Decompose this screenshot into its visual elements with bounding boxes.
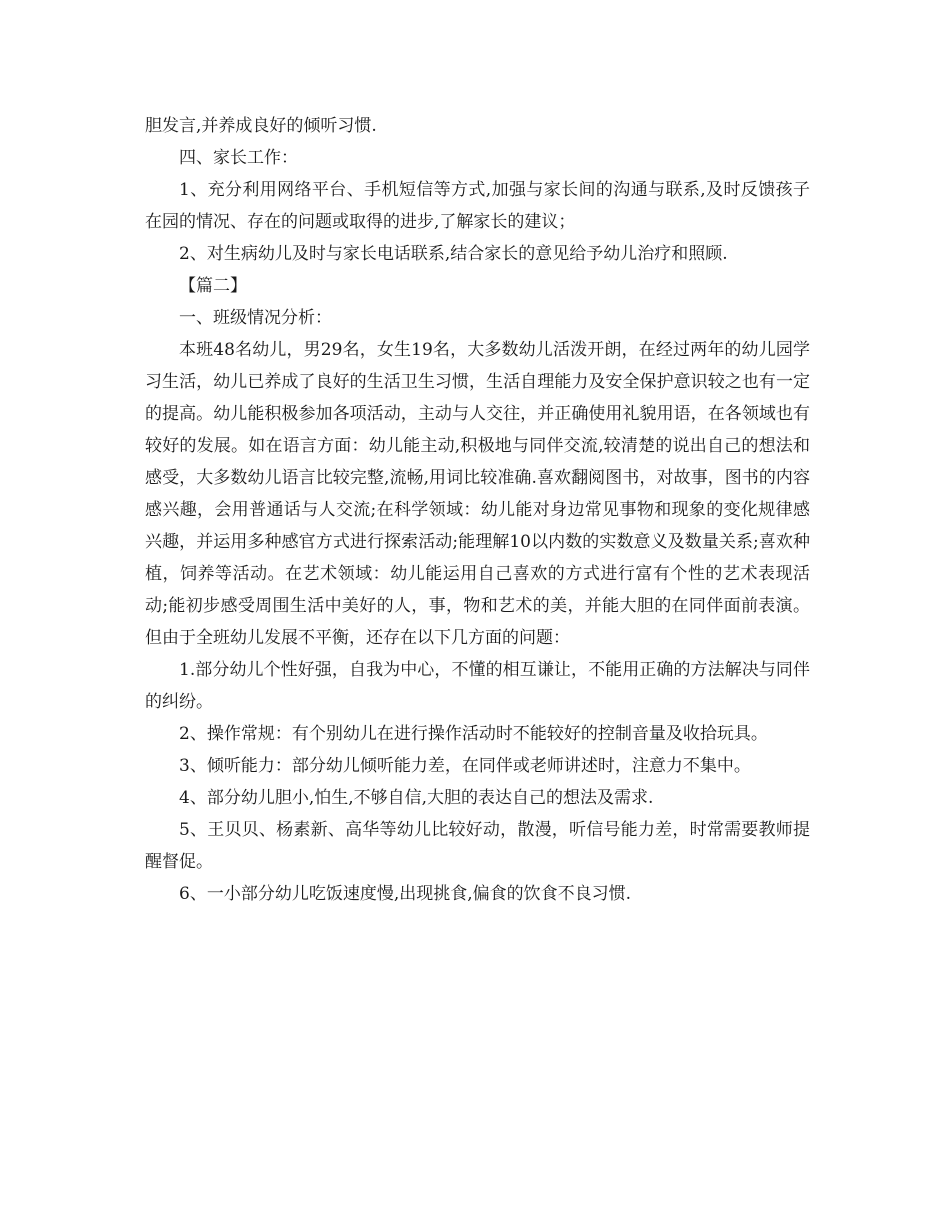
list-item-problem-6: 6、一小部分幼儿吃饭速度慢,出现挑食,偏食的饮食不良习惯. — [179, 884, 632, 904]
paragraph-class-analysis: 本班48名幼儿，男29名，女生19名，大多数幼儿活泼开朗，在经过两年的幼儿园学习生活，幼儿已养成了良好的生活卫生习惯，生活自理能力及安全保护意识较之也有一定的提高。幼儿能积极参加各项活动，主动与人交往，并正确使用礼貌用语，在各领域也有较好的发展。如在语言方面：幼儿能主动,积极地与同伴交流,较清楚的说出自己的想法和感受，大多数幼儿语言比较完整,流畅,用词比较准确.喜欢翻阅图书，对故事，图书的内容感兴趣，会用普通话与人交流;在科学领域：幼儿能对身边常见事物和现象的变化规律感兴趣，并运用多种感官方式进行探索活动;能理解10以内数的实数意义及数量关系;喜欢种植，饲养等活动。在艺术领域：幼儿能运用自己喜欢的方式进行富有个性的艺术表现活动;能初步感受周围生活中美好的人，事，物和艺术的美，并能大胆的在同伴面前表演。但由于全班幼儿发展不平衡，还存在以下几方面的问题： — [145, 340, 810, 648]
list-item-problem-1: 1.部分幼儿个性好强，自我为中心，不懂的相互谦让，不能用正确的方法解决与同伴的纠纷。 — [145, 660, 810, 712]
paragraph-parent-item-1: 1、充分利用网络平台、手机短信等方式,加强与家长间的沟通与联系,及时反馈孩子在园的情况、存在的问题或取得的进步,了解家长的建议； — [145, 180, 810, 232]
section-title-part-two: 【篇二】 — [179, 276, 247, 296]
list-item-problem-4: 4、部分幼儿胆小,怕生,不够自信,大胆的表达自己的想法及需求. — [179, 788, 654, 808]
list-item-problem-5: 5、王贝贝、杨素新、高华等幼儿比较好动，散漫，听信号能力差，时常需要教师提醒督促。 — [145, 820, 810, 872]
list-item-problem-3: 3、倾听能力：部分幼儿倾听能力差，在同伴或老师讲述时，注意力不集中。 — [179, 756, 751, 776]
heading-class-analysis: 一、班级情况分析： — [179, 308, 332, 328]
document-page — [145, 110, 810, 910]
heading-parent-work: 四、家长工作： — [179, 148, 298, 168]
list-item-problem-2: 2、操作常规：有个别幼儿在进行操作活动时不能较好的控制音量及收拾玩具。 — [179, 724, 768, 744]
paragraph-continuation: 胆发言,并养成良好的倾听习惯. — [145, 116, 377, 136]
paragraph-parent-item-2: 2、对生病幼儿及时与家长电话联系,结合家长的意见给予幼儿治疗和照顾. — [179, 244, 728, 264]
